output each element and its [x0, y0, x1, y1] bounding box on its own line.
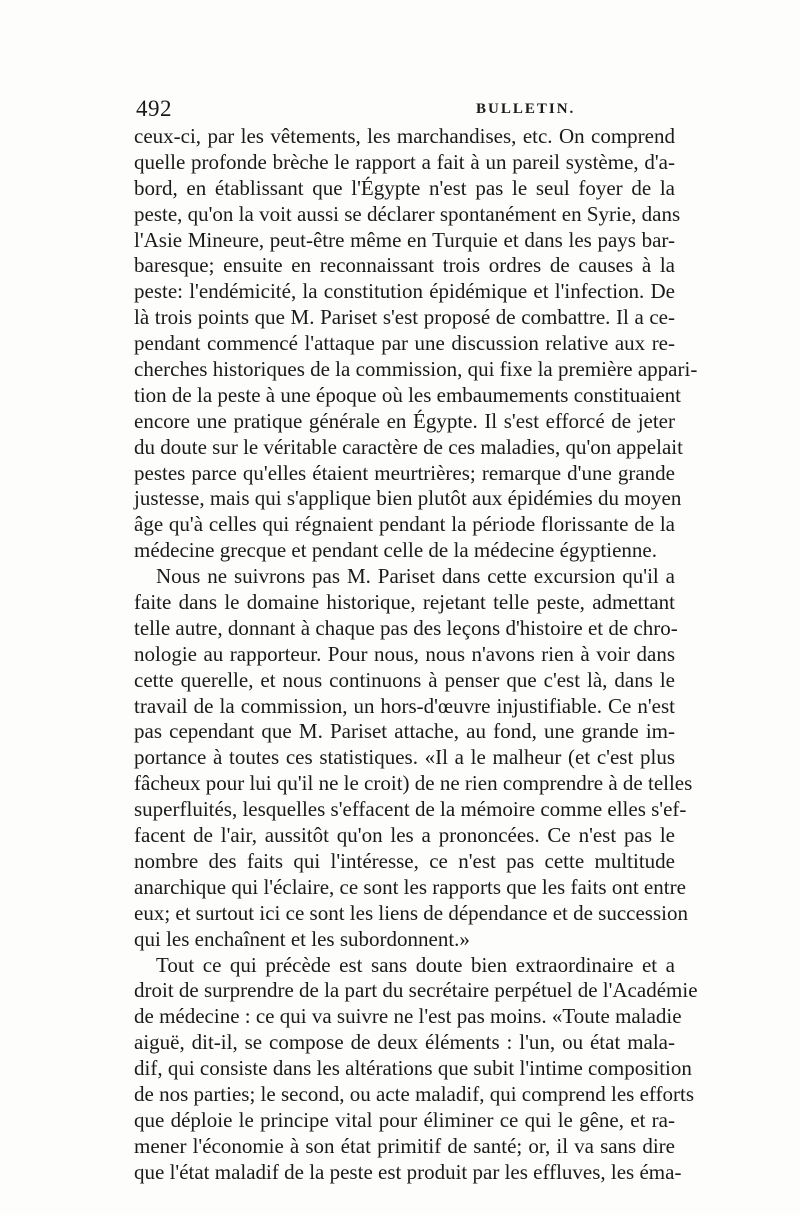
text-line: encore une pratique générale en Égypte. Il s'est efforcé de jeter — [134, 408, 675, 433]
text-line: pas cependant que M. Pariset attache, au fond, une grande im- — [134, 719, 675, 744]
text-line: aiguë, dit-il, se compose de deux éléments : l'un, ou état mala- — [134, 1030, 675, 1055]
text-line: l'Asie Mineure, peut-être même en Turquie et dans les pays bar- — [134, 227, 675, 252]
text-line: tion de la peste à une époque où les embaumements constituaient — [134, 382, 682, 407]
text-line: qui les enchaînent et les subordonnent.» — [134, 926, 470, 951]
text-line: anarchique qui l'éclaire, ce sont les rapports que les faits ont entre — [134, 874, 686, 899]
text-line: quelle profonde brèche le rapport a fait à un pareil système, d'a- — [134, 149, 675, 174]
text-line: cette querelle, et nous continuons à penser que c'est là, dans le — [134, 667, 675, 692]
text-line: justesse, mais qui s'applique bien plutôt aux épidémies du moyen — [134, 486, 682, 511]
text-line: âge qu'à celles qui régnaient pendant la période florissante de la — [134, 512, 675, 537]
text-line: pendant commencé l'attaque par une discussion relative aux re- — [134, 331, 675, 356]
text-line: nologie au rapporteur. Pour nous, nous n'avons rien à voir dans — [134, 641, 675, 666]
text-line: nombre des faits qui l'intéresse, ce n'est pas cette multitude — [134, 848, 675, 873]
text-line: fâcheux pour lui qu'il ne le croit) de ne rien comprendre à de telles — [134, 771, 693, 796]
text-line: baresque; ensuite en reconnaissant trois ordres de causes à la — [134, 253, 675, 278]
text-line: Tout ce qui précède est sans doute bien extraordinaire et a — [156, 952, 675, 977]
text-line: telle autre, donnant à chaque pas des leçons d'histoire et de chro- — [134, 615, 678, 640]
text-line: bord, en établissant que l'Égypte n'est pas le seul foyer de la — [134, 175, 675, 200]
text-line: facent de l'air, aussitôt qu'on les a prononcées. Ce n'est pas le — [134, 823, 675, 848]
text-line: médecine grecque et pendant celle de la médecine égyptienne. — [134, 538, 657, 563]
text-line: Nous ne suivrons pas M. Pariset dans cette excursion qu'il a — [156, 564, 675, 589]
text-line: eux; et surtout ici ce sont les liens de dépendance et de succession — [134, 900, 688, 925]
text-line: faite dans le domaine historique, rejetant telle peste, admettant — [134, 590, 675, 615]
body-text — [134, 124, 698, 1186]
text-line: que l'état maladif de la peste est produit par les effluves, les éma- — [134, 1159, 682, 1184]
text-line: travail de la commission, un hors-d'œuvre injustifiable. Ce n'est — [134, 693, 675, 718]
text-line: ceux-ci, par les vêtements, les marchandises, etc. On comprend — [134, 124, 675, 148]
text-line: de nos parties; le second, ou acte maladif, qui comprend les efforts — [134, 1081, 695, 1106]
text-line: que déploie le principe vital pour éliminer ce qui le gêne, et ra- — [134, 1107, 675, 1132]
text-line: superfluités, lesquelles s'effacent de la mémoire comme elles s'ef- — [134, 797, 687, 822]
page-header — [136, 96, 676, 126]
text-line: portance à toutes ces statistiques. «Il a le malheur (et c'est plus — [134, 745, 675, 770]
text-line: mener l'économie à son état primitif de santé; or, il va sans dire — [134, 1133, 675, 1158]
text-line: cherches historiques de la commission, qui fixe la première appari- — [134, 357, 698, 382]
text-line: pestes parce qu'elles étaient meurtrières; remarque d'une grande — [134, 460, 675, 485]
text-line: peste: l'endémicité, la constitution épidémique et l'infection. De — [134, 279, 675, 304]
text-line: peste, qu'on la voit aussi se déclarer spontanément en Syrie, dans — [134, 201, 681, 226]
text-line: de médecine : ce qui va suivre ne l'est pas moins. «Toute maladie — [134, 1004, 682, 1029]
text-line: du doute sur le véritable caractère de ces maladies, qu'on appelait — [134, 434, 683, 459]
running-head: BULLETIN. — [476, 101, 576, 117]
text-line: dif, qui consiste dans les altérations que subit l'intime composition — [134, 1056, 692, 1081]
text-line: là trois points que M. Pariset s'est proposé de combattre. Il a ce- — [134, 305, 675, 330]
page-number: 492 — [136, 96, 172, 121]
text-line: droit de surprendre de la part du secrétaire perpétuel de l'Académie — [134, 978, 698, 1003]
